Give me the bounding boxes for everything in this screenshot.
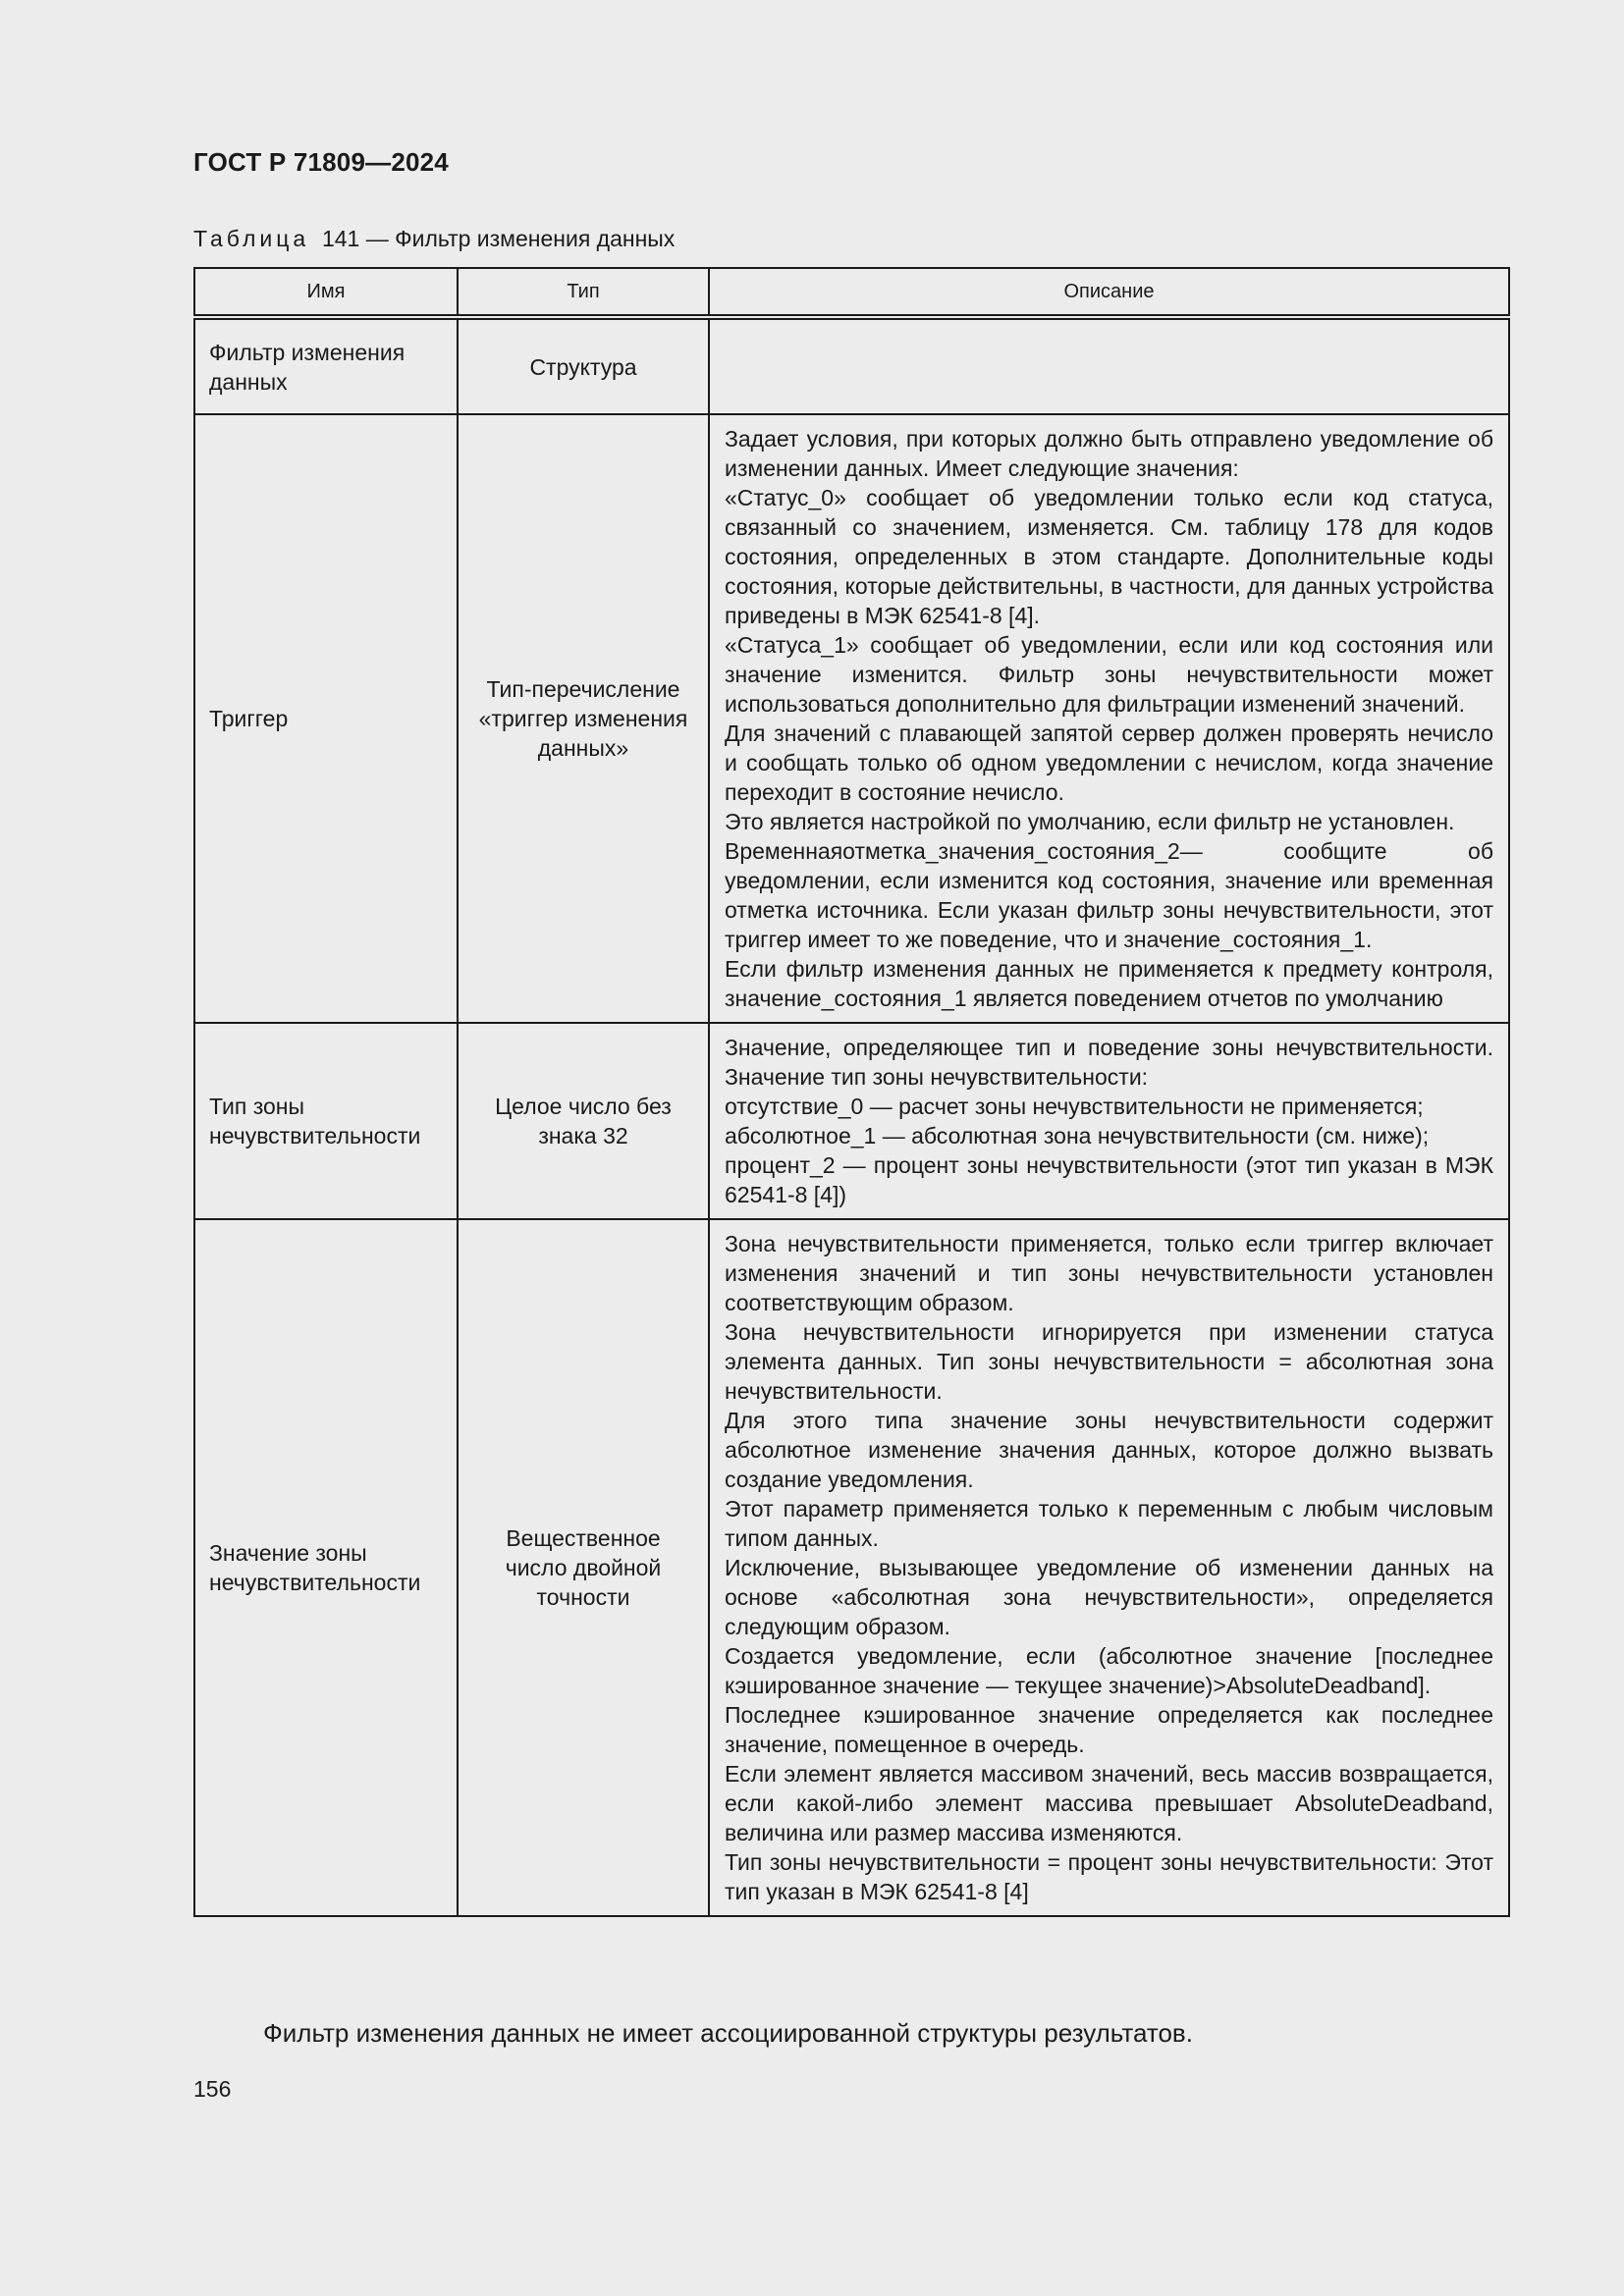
table-row-trigger — [194, 414, 1509, 1023]
column-header-type: Тип — [458, 268, 709, 317]
cell-description — [709, 414, 1509, 1023]
description-paragraph: «Статуса_1» сообщает об уведомлении, если или код состояния или значение изменится. Фильтр зоны нечувствительности может использоваться дополнительно для фильтрации изменений значений. — [725, 632, 1493, 717]
cell-name: Значение зоны нечувствительности — [194, 1219, 458, 1916]
table-row-deadband-value — [194, 1219, 1509, 1916]
cell-description — [709, 1023, 1509, 1219]
table-row-data-change-filter — [194, 317, 1509, 414]
cell-type: Целое число без знака 32 — [458, 1023, 709, 1219]
table-caption — [193, 226, 675, 252]
description-paragraph: Временнаяотметка_значения_состояния_2— сообщите об уведомлении, если изменится код состояния, значение или временная отметка источника. Если указан фильтр зоны нечувствительности, этот триггер имеет то же поведение, что и значение_состояния_1. — [725, 838, 1493, 952]
cell-description-empty — [709, 317, 1509, 414]
cell-name: Триггер — [194, 414, 458, 1023]
description-paragraph: Задает условия, при которых должно быть отправлено уведомление об изменении данных. Имеет следующие значения: — [725, 426, 1493, 481]
table-caption-label: Таблица — [193, 226, 310, 251]
document-header: ГОСТ Р 71809—2024 — [193, 147, 449, 177]
description-paragraph: процент_2 — процент зоны нечувствительности (этот тип указан в МЭК 62541-8 [4]) — [725, 1152, 1493, 1207]
data-change-filter-table — [193, 267, 1510, 1917]
cell-type: Структура — [458, 317, 709, 414]
description-paragraph: «Статус_0» сообщает об уведомлении только если код статуса, связанный со значением, изменяется. См. таблицу 178 для кодов состояния, определенных в этом стандарте. Дополнительные коды состояния, которые действительны, в частности, для данных устройства приведены в МЭК 62541-8 [4]. — [725, 485, 1493, 628]
cell-name: Тип зоны нечувствительности — [194, 1023, 458, 1219]
description-paragraph: Создается уведомление, если (абсолютное значение [последнее кэшированное значение — текущее значение)>AbsoluteDeadband]. — [725, 1643, 1493, 1698]
column-header-description: Описание — [709, 268, 1509, 317]
description-paragraph: Зона нечувствительности применяется, только если триггер включает изменения значений и тип зоны нечувствительности установлен соответствующим образом. — [725, 1231, 1493, 1315]
table-row-deadband-type — [194, 1023, 1509, 1219]
description-paragraph: Если фильтр изменения данных не применяется к предмету контроля, значение_состояния_1 является поведением отчетов по умолчанию — [725, 956, 1493, 1011]
table-header-row — [194, 268, 1509, 317]
description-paragraph: Для значений с плавающей запятой сервер должен проверять нечисло и сообщать только об одном уведомлении с нечислом, когда значение переходит в состояние нечисло. — [725, 721, 1493, 805]
description-paragraph: Значение, определяющее тип и поведение зоны нечувствительности. Значение тип зоны нечувствительности: — [725, 1035, 1493, 1090]
description-paragraph: Последнее кэшированное значение определяется как последнее значение, помещенное в очередь. — [725, 1702, 1493, 1757]
description-paragraph: Тип зоны нечувствительности = процент зоны нечувствительности: Этот тип указан в МЭК 62541-8 [4] — [725, 1849, 1493, 1904]
page-number: 156 — [193, 2076, 232, 2102]
description-paragraph: Для этого типа значение зоны нечувствительности содержит абсолютное изменение значения данных, которое должно вызвать создание уведомления. — [725, 1408, 1493, 1492]
cell-description — [709, 1219, 1509, 1916]
cell-name: Фильтр изменения данных — [194, 317, 458, 414]
description-paragraph: Это является настройкой по умолчанию, если фильтр не установлен. — [725, 809, 1455, 834]
description-paragraph: Зона нечувствительности игнорируется при изменении статуса элемента данных. Тип зоны нечувствительности = абсолютная зона нечувствительности. — [725, 1319, 1493, 1404]
description-paragraph: Этот параметр применяется только к переменным с любым числовым типом данных. — [725, 1496, 1493, 1551]
column-header-name: Имя — [194, 268, 458, 317]
cell-type: Вещественное число двойной точности — [458, 1219, 709, 1916]
table-caption-text: 141 — Фильтр изменения данных — [321, 226, 676, 251]
description-paragraph: Исключение, вызывающее уведомление об изменении данных на основе «абсолютная зона нечувствительности», определяется следующим образом. — [725, 1555, 1493, 1639]
footer-note: Фильтр изменения данных не имеет ассоциированной структуры результатов. — [263, 2018, 1193, 2048]
description-paragraph: отсутствие_0 — расчет зоны нечувствительности не применяется; — [725, 1094, 1424, 1119]
description-paragraph: абсолютное_1 — абсолютная зона нечувствительности (см. ниже); — [725, 1123, 1430, 1148]
description-paragraph: Если элемент является массивом значений, весь массив возвращается, если какой-либо элемент массива превышает AbsoluteDeadband, величина или размер массива изменяются. — [725, 1761, 1493, 1845]
cell-type: Тип-перечисление «триггер изменения данных» — [458, 414, 709, 1023]
